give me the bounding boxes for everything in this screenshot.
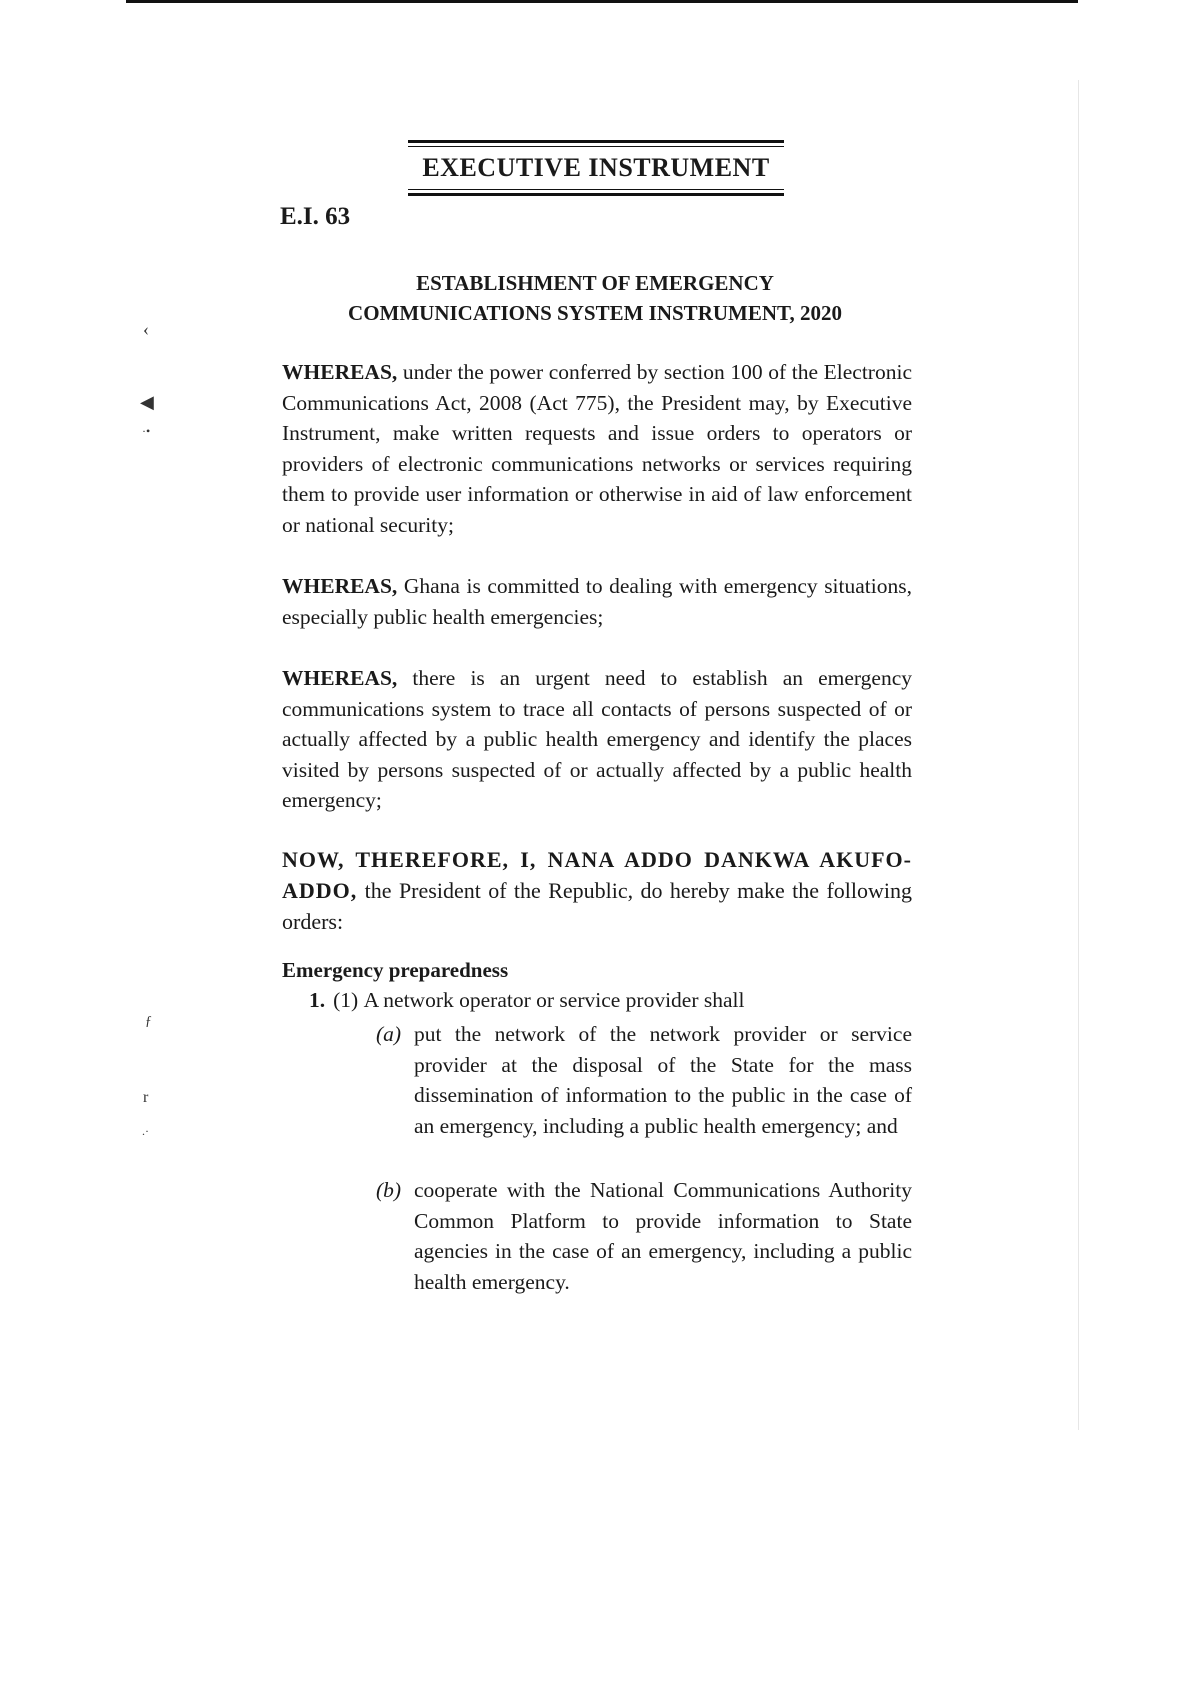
recital-paragraph <box>282 571 912 632</box>
section-intro-text: A network operator or service provider shall <box>363 988 745 1012</box>
section-heading: Emergency preparedness <box>282 958 509 982</box>
item-marker: (b) <box>376 1178 402 1202</box>
title-line: ESTABLISHMENT OF EMERGENCY <box>416 271 774 295</box>
header-rule-bottom <box>408 189 784 196</box>
item-marker: (a) <box>376 1022 402 1046</box>
recital-lead: WHEREAS, <box>282 574 398 598</box>
clause-item <box>376 1019 912 1141</box>
scan-mark: .· <box>142 1124 149 1138</box>
page-edge-shadow <box>1078 80 1079 1430</box>
recital-lead: WHEREAS, <box>282 360 398 384</box>
header-rule-top <box>408 140 784 147</box>
item-text: cooperate with the National Communications Authority Common Platform to provide information to State agencies in the case of an emergency, including a public health emergency. <box>414 1178 912 1294</box>
enacting-lead: NOW, THEREFORE, I, NANA ADDO DANKWA AKUFO-ADDO, <box>282 847 912 903</box>
section-number: 1. <box>309 988 326 1012</box>
instrument-title <box>280 268 910 328</box>
scan-mark: ◀ <box>140 392 154 412</box>
instrument-heading: EXECUTIVE INSTRUMENT <box>422 153 770 182</box>
recital-paragraph <box>282 663 912 816</box>
recital-text: there is an urgent need to establish an emergency communications system to trace all contacts of persons suspected of or actually affected by a public health emergency and identify the places visited by persons suspected of or actually affected by a public health emergency; <box>282 666 912 812</box>
top-scan-border <box>126 0 1078 3</box>
section-intro <box>309 988 744 1013</box>
recital-lead: WHEREAS, <box>282 666 398 690</box>
scan-mark: ·• <box>142 424 151 438</box>
instrument-header <box>408 140 784 196</box>
recital-paragraph <box>282 357 912 540</box>
scan-mark: r <box>143 1089 149 1106</box>
recital-text: under the power conferred by section 100 of the Electronic Communications Act, 2008 (Act 775), the President may, by Executive Instrument, make written requests and issue orders to operators or providers of electronic communications networks or services requiring them to provide user information or otherwise in aid of law enforcement or national security; <box>282 360 912 537</box>
subsection-number: (1) <box>333 988 359 1012</box>
clause-item <box>376 1175 912 1297</box>
scan-mark: ƒ <box>145 1014 152 1029</box>
enacting-text: the President of the Republic, do hereby make the following orders: <box>282 878 912 934</box>
instrument-number: E.I. 63 <box>280 203 351 230</box>
enacting-clause <box>282 844 912 937</box>
scan-mark: ‹ <box>143 319 149 339</box>
recital-text: Ghana is committed to dealing with emergency situations, especially public health emergencies; <box>282 574 912 629</box>
title-line: COMMUNICATIONS SYSTEM INSTRUMENT, 2020 <box>348 301 842 325</box>
item-text: put the network of the network provider or service provider at the disposal of the State for the mass dissemination of information to the public in the case of an emergency, including a public health emergency; and <box>414 1022 912 1138</box>
